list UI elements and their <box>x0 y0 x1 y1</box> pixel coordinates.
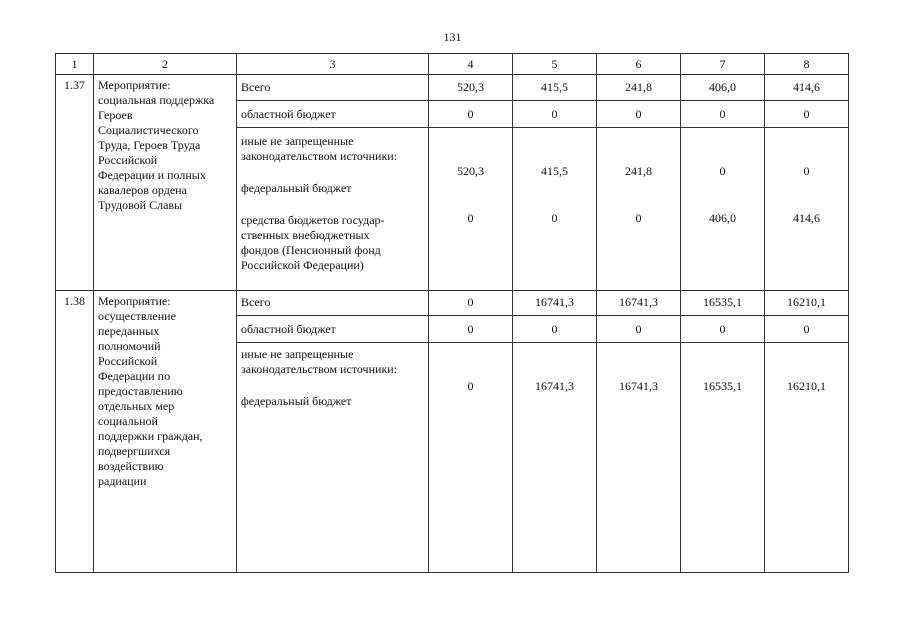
value-cell: 16210,1 <box>765 343 849 573</box>
activity-name <box>94 291 237 573</box>
value-cell: 0 <box>681 316 765 343</box>
activity-name-line: Федерации по <box>98 369 171 383</box>
column-header: 5 <box>513 54 597 75</box>
value-cell: 415,5 <box>513 75 597 101</box>
activity-name-line: Российской <box>98 354 158 368</box>
activity-name-line: Социалистического <box>98 123 199 137</box>
activity-name-line: радиации <box>98 474 147 488</box>
column-header: 3 <box>237 54 429 75</box>
activity-name-line: полномочий <box>98 339 161 353</box>
activity-name-line: подвергшихся <box>98 444 171 458</box>
column-header: 6 <box>597 54 681 75</box>
value-cell: 0 <box>765 316 849 343</box>
activity-name-line: воздействию <box>98 459 164 473</box>
activity-name-line: предоставлению <box>98 384 183 398</box>
column-header: 8 <box>765 54 849 75</box>
source-label: ственных внебюджетных <box>241 228 370 242</box>
value-cell: 16535,1 <box>681 291 765 316</box>
funds-value: 414,6 <box>793 211 820 225</box>
activity-name <box>94 75 237 291</box>
value-cell: 520,3 <box>429 75 513 101</box>
source-breakdown <box>237 128 429 291</box>
value-cell <box>513 128 597 291</box>
activity-name-line: Трудовой Славы <box>98 198 183 212</box>
column-header: 2 <box>94 54 237 75</box>
activity-name-line: поддержки граждан, <box>98 429 203 443</box>
value-cell <box>597 128 681 291</box>
value-cell <box>765 128 849 291</box>
source-label: иные не запрещенные <box>241 347 354 361</box>
value-cell: 16210,1 <box>765 291 849 316</box>
federal-value: 520,3 <box>457 164 484 178</box>
source-label: иные не запрещенные <box>241 134 354 148</box>
source-label: областной бюджет <box>237 316 429 343</box>
value-cell: 241,8 <box>597 75 681 101</box>
column-header: 4 <box>429 54 513 75</box>
activity-name-line: переданных <box>98 324 160 338</box>
source-label: федеральный бюджет <box>241 181 352 195</box>
value-cell: 414,6 <box>765 75 849 101</box>
value-cell <box>429 128 513 291</box>
row-number: 1.38 <box>56 291 94 573</box>
source-label: законодательством источники: <box>241 149 398 163</box>
source-label: средства бюджетов государ- <box>241 213 385 227</box>
source-breakdown <box>237 343 429 573</box>
funds-value: 406,0 <box>709 211 736 225</box>
activity-name-line: отдельных мер <box>98 399 175 413</box>
activity-name-line: Мероприятие: <box>98 78 171 92</box>
value-cell: 16741,3 <box>513 343 597 573</box>
value-cell: 16535,1 <box>681 343 765 573</box>
table-row <box>56 75 849 101</box>
funds-value: 0 <box>551 211 558 225</box>
source-label: законодательством источники: <box>241 362 398 376</box>
activity-name-line: кавалеров ордена <box>98 183 187 197</box>
page-number: 131 <box>443 30 462 44</box>
value-cell: 406,0 <box>681 75 765 101</box>
row-number: 1.37 <box>56 75 94 291</box>
activity-name-line: Мероприятие: <box>98 294 171 308</box>
value-cell: 0 <box>513 101 597 128</box>
value-cell: 0 <box>681 101 765 128</box>
activity-name-line: Героев <box>98 108 133 122</box>
source-label: областной бюджет <box>237 101 429 128</box>
activity-name-line: социальной <box>98 414 158 428</box>
funds-value: 0 <box>467 211 474 225</box>
value-cell: 16741,3 <box>513 291 597 316</box>
value-cell: 0 <box>597 101 681 128</box>
federal-value: 0 <box>719 164 726 178</box>
value-cell: 0 <box>597 316 681 343</box>
value-cell: 0 <box>765 101 849 128</box>
source-label: фондов (Пенсионный фонд <box>241 243 381 257</box>
value-cell <box>681 128 765 291</box>
source-label: федеральный бюджет <box>241 394 352 408</box>
source-label: Российской Федерации) <box>241 258 364 272</box>
value-cell: 0 <box>429 101 513 128</box>
federal-value: 0 <box>803 164 810 178</box>
value-cell: 0 <box>513 316 597 343</box>
federal-value: 415,5 <box>541 164 568 178</box>
value-cell: 0 <box>429 291 513 316</box>
budget-table <box>55 53 849 573</box>
value-cell: 16741,3 <box>597 343 681 573</box>
value-cell: 0 <box>429 343 513 573</box>
table-row <box>56 291 849 316</box>
activity-name-line: социальная поддержка <box>98 93 215 107</box>
funds-value: 0 <box>635 211 642 225</box>
column-header: 1 <box>56 54 94 75</box>
column-header: 7 <box>681 54 765 75</box>
activity-name-line: осуществление <box>98 309 176 323</box>
activity-name-line: Федерации и полных <box>98 168 206 182</box>
source-label: Всего <box>237 291 429 316</box>
value-cell: 16741,3 <box>597 291 681 316</box>
activity-name-line: Труда, Героев Труда <box>98 138 201 152</box>
activity-name-line: Российской <box>98 153 158 167</box>
value-cell: 0 <box>429 316 513 343</box>
column-header-row <box>56 54 849 75</box>
source-label: Всего <box>237 75 429 101</box>
federal-value: 241,8 <box>625 164 652 178</box>
